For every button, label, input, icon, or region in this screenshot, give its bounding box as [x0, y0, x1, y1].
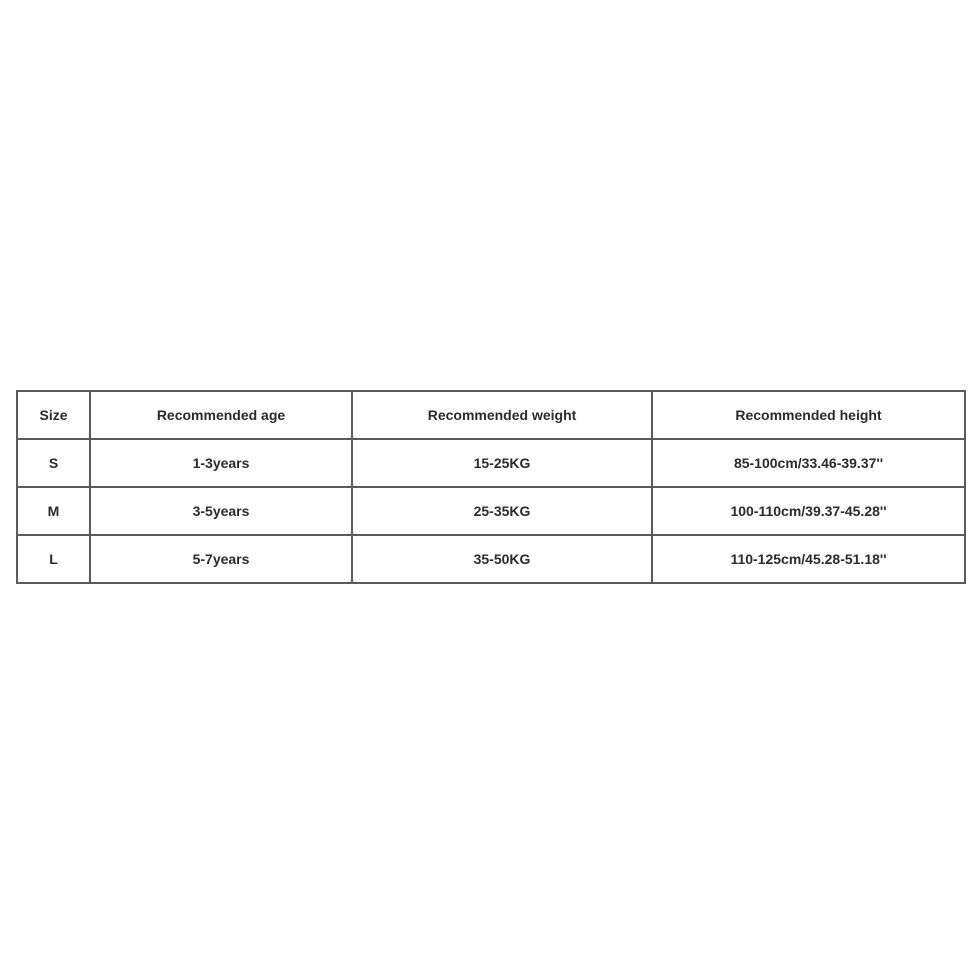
cell-size: M — [17, 487, 90, 535]
size-chart-header — [17, 391, 965, 439]
cell-height: 85-100cm/33.46-39.37'' — [652, 439, 965, 487]
cell-age: 5-7years — [90, 535, 352, 583]
cell-weight: 25-35KG — [352, 487, 652, 535]
header-recommended-weight: Recommended weight — [352, 391, 652, 439]
table-row — [17, 439, 965, 487]
header-size: Size — [17, 391, 90, 439]
cell-weight: 15-25KG — [352, 439, 652, 487]
table-row — [17, 535, 965, 583]
header-row — [17, 391, 965, 439]
header-recommended-height: Recommended height — [652, 391, 965, 439]
cell-height: 110-125cm/45.28-51.18'' — [652, 535, 965, 583]
cell-height: 100-110cm/39.37-45.28'' — [652, 487, 965, 535]
cell-age: 1-3years — [90, 439, 352, 487]
size-chart-body — [17, 439, 965, 583]
size-chart-table — [16, 390, 966, 584]
cell-weight: 35-50KG — [352, 535, 652, 583]
cell-size: L — [17, 535, 90, 583]
header-recommended-age: Recommended age — [90, 391, 352, 439]
cell-age: 3-5years — [90, 487, 352, 535]
table-row — [17, 487, 965, 535]
cell-size: S — [17, 439, 90, 487]
